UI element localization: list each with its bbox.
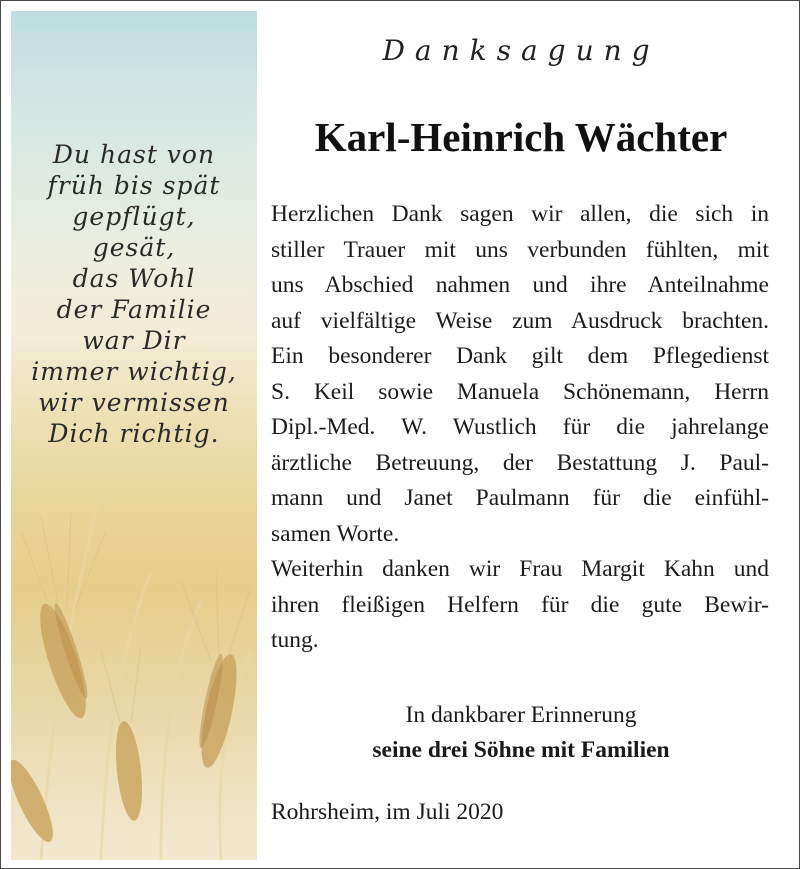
body-line: mann und Janet Paulmann für die einfühl- (271, 485, 769, 511)
body-line: ärztliche Betreuung, der Bestattung J. Paul- (271, 449, 769, 476)
thank-you-text (271, 197, 769, 659)
body-line: samen Worte. (271, 520, 400, 547)
body-line: S. Keil sowie Manuela Schönemann, Herrn (271, 378, 769, 405)
body-line: ihren fleißigen Helfern für die gute Bewir- (271, 591, 769, 618)
body-line: stiller Trauer mit uns verbunden fühlten, mit (271, 236, 769, 263)
body-line: Weiterhin danken wir Frau Margit Kahn und (271, 556, 769, 582)
poem-line: immer wichtig, (31, 357, 237, 386)
poem-line: Dich richtig. (48, 419, 220, 448)
body-line: auf vielfältige Weise zum Ausdruck brachten. (271, 307, 769, 334)
poem-line: früh bis spät (47, 171, 221, 200)
poem-line: war Dir (82, 326, 186, 355)
memorial-poem (11, 139, 257, 449)
poem-line: wir vermissen (38, 388, 230, 417)
closing-line: In dankbarer Erinnerung (405, 702, 637, 728)
closing-block (271, 698, 771, 768)
place-and-date: Rohrsheim, im Juli 2020 (271, 799, 504, 825)
body-line: tung. (271, 627, 319, 653)
poem-line: Du hast von (52, 140, 216, 169)
body-line: uns Abschied nahmen und ihre Anteilnahme (271, 272, 769, 298)
wheat-field-image (11, 11, 257, 860)
body-line: Herzlichen Dank sagen wir allen, die sich in (271, 201, 769, 227)
poem-line: das Wohl (72, 264, 196, 293)
poem-line: der Familie (56, 295, 212, 324)
poem-line: gepflügt, (72, 202, 196, 231)
notice-heading: Danksagung (382, 34, 660, 67)
body-line: Dipl.-Med. W. Wustlich für die jahrelange (271, 414, 769, 440)
deceased-name: Karl-Heinrich Wächter (314, 114, 728, 160)
signature: seine drei Söhne mit Familien (372, 737, 670, 763)
body-line: Ein besonderer Dank gilt dem Pflegedienst (271, 343, 769, 369)
poem-line: gesät, (92, 233, 176, 262)
